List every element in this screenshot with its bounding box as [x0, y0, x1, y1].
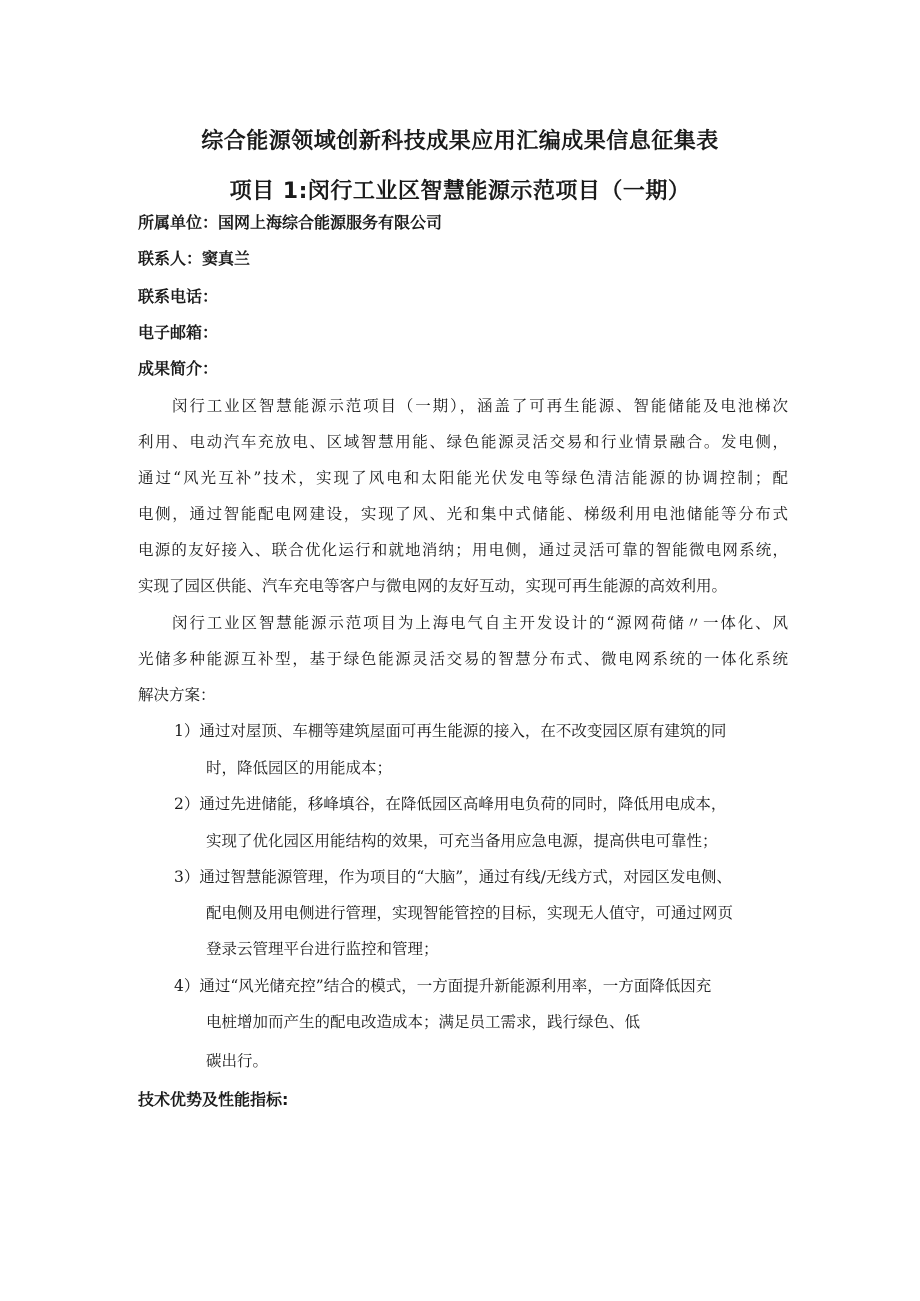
list-item-line: 配电侧及用电侧进行管理，实现智能管控的目标，实现无人值守，可通过网页: [206, 904, 734, 922]
list-item-line: 1）通过对屋顶、车棚等建筑屋面可再生能源的接入，在不改变园区原有建筑的同: [174, 722, 727, 740]
contact-label: 联系人：: [138, 249, 203, 268]
document-title: 综合能源领域创新科技成果应用汇编成果信息征集表: [201, 129, 719, 154]
email-label: 电子邮箱：: [138, 323, 219, 342]
phone-label: 联系电话：: [138, 287, 219, 306]
list-item-line: 4）通过“风光储充控”结合的模式，一方面提升新能源利用率，一方面降低因充: [174, 977, 712, 995]
unit-label: 所属单位：: [138, 213, 219, 232]
list-item-line: 3）通过智慧能源管理，作为项目的“大脑”，通过有线/无线方式，对园区发电侧、: [174, 868, 732, 886]
list-item-line: 实现了优化园区用能结构的效果，可充当备用应急电源，提高供电可靠性；: [206, 832, 718, 850]
para1-line: 电源的友好接入、联合优化运行和就地消纳；用电侧，通过灵活可靠的智能微电网系统，: [138, 541, 788, 559]
list-item-line: 2）通过先进储能，移峰填谷，在降低园区高峰用电负荷的同时，降低用电成本，: [174, 795, 727, 813]
summary-label: 成果简介：: [138, 359, 219, 378]
list-item-line: 电桩增加而产生的配电改造成本；满足员工需求，践行绿色、低: [206, 1013, 641, 1031]
unit-field: [138, 212, 442, 234]
list-item-line: 登录云管理平台进行监控和管理；: [206, 940, 439, 958]
list-item-line: 时，降低园区的用能成本；: [206, 759, 393, 777]
unit-value: 国网上海综合能源服务有限公司: [218, 213, 443, 232]
contact-value: 窦真兰: [202, 249, 251, 268]
advantages-label: 技术优势及性能指标:: [138, 1090, 289, 1109]
list-item-line: 碳出行。: [206, 1052, 269, 1070]
contact-field: [138, 248, 250, 270]
para2-line: 解决方案：: [138, 686, 216, 704]
para1-line: 利用、电动汽车充放电、区域智慧用能、绿色能源灵活交易和行业情景融合。发电侧，: [138, 433, 788, 451]
para1-line: 通过“风光互补”技术，实现了风电和太阳能光伏发电等绿色清洁能源的协调控制；配: [138, 469, 788, 487]
para2-line: 闵行工业区智慧能源示范项目为上海电气自主开发设计的“源网荷储〃一体化、风: [172, 614, 788, 632]
para1-line: 电侧，通过智能配电网建设，实现了风、光和集中式储能、梯级利用电池储能等分布式: [138, 505, 788, 523]
para2-line: 光储多种能源互补型，基于绿色能源灵活交易的智慧分布式、微电网系统的一体化系统: [138, 650, 788, 668]
project-title: 项目 1:闵行工业区智慧能源示范项目（一期）: [229, 179, 691, 204]
para1-line: 闵行工业区智慧能源示范项目（一期），涵盖了可再生能源、智能储能及电池梯次: [172, 397, 788, 415]
para1-line: 实现了园区供能、汽车充电等客户与微电网的友好互动，实现可再生能源的高效利用。: [138, 577, 728, 595]
